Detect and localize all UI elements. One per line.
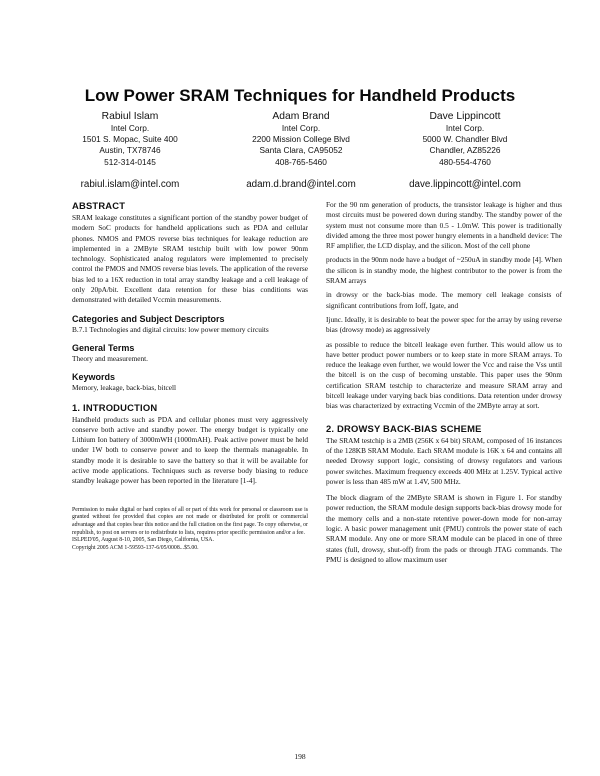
- venue-footnote: ISLPED'05, August 8-10, 2005, San Diego, California, USA.: [72, 537, 214, 544]
- paper-title: Low Power SRAM Techniques for Handheld Products: [84, 86, 516, 105]
- right-column: [326, 200, 562, 565]
- left-column: [72, 200, 308, 553]
- section-2-paragraph: The block diagram of the 2MByte SRAM is shown in Figure 1. For standby power reduction, the SRAM module design supports back-bias drowsy mode for the memory cells and a non-state retentive power-down mode for non-array logic. A basic power management unit (PMU) controls the power state of each SRAM module. Any one or more SRAM module can be placed in one of three states (full, drowsy, shut-off) from the pads or through JTAG commands. The PMU is designed to allow maximum user: [326, 493, 562, 564]
- author-block-1: [30, 111, 230, 190]
- author-name: Adam Brand: [272, 111, 330, 122]
- author-city: Chandler, AZ85226: [429, 145, 501, 156]
- author-email: rabiul.islam@intel.com: [80, 178, 180, 190]
- permission-footnote: Permission to make digital or hard copies of all or part of this work for personal or classroom use is granted without fee provided that copies are not made or distributed for profit or commercial advantage and that copies bear this notice and the full citation on the first page. To copy otherwise, or republish, to post on servers or to redistribute to lists, requires prior specific permission and/or a fee.: [72, 506, 308, 536]
- categories-heading: Categories and Subject Descriptors: [72, 313, 225, 324]
- author-email: dave.lippincott@intel.com: [409, 178, 521, 190]
- abstract-text: SRAM leakage constitutes a significant portion of the standby power budget of modern SoC products for handheld applications such as PDA and cellular phones. NMOS and PMOS reverse bias techniques for leakage reduction are implemented in a 2MByte SRAM testchip built with low power 90nm technology. Sophisticated analog regulators were implemented to precisely control the PMOS and NMOS reverse bias levels. The application of the reverse bias led to a 16X reduction in total array standby leakage and a cell leakage of only 20pA/bit. Excellent data retention for these bias conditions was demonstrated with detailed Vccmin measurements.: [72, 213, 308, 305]
- author-block-3: [365, 111, 565, 190]
- introduction-text: Handheld products such as PDA and cellular phones must very aggressively conserve both active and standby power. The energy budget is typically one Lithium Ion battery of 3000mWH (1000mAH). Peak active power must be held under 1W both to conserve power and to keep the thermals manageable. In standby mode it is desirable to save the battery so that it will be available for active mode applications. Techniques such as reverse body biasing to reduce standby leakage power has been reported in the literature [1-4].: [72, 414, 308, 486]
- body-paragraph: products in the 90nm node have a budget of ~250uA in standby mode [4]. When the silicon is in standby mode, the highest contributor to the power is from the SRAM arrays: [326, 255, 562, 286]
- keywords-text: Memory, leakage, back-bias, bitcell: [72, 383, 177, 393]
- body-paragraph: For the 90 nm generation of products, the transistor leakage is higher and thus most circuits must be powered down during standby. The standby power of the system must not consume more than 0.5 - 1.0mW. This power is traditionally divided among the three most power hungry elements in a handheld device: The RF amplifier, the LCD display, and the silicon. Most of the cell phone: [326, 200, 562, 251]
- body-paragraph: as possible to reduce the bitcell leakage even further. This would allow us to have better product power numbers or to keep state in more SRAM arrays. To reduce the leakage even further, we would lower the Vcc and raise the Vss until the bitcell is on the cusp of becoming unstable. This paper uses the 90nm certification SRAM testchip to characterize and measure SRAM array and bitcell leakage under varying back bias conditions. Data retention under drowsy bias was characterized by extracting Vccmin of the 2MByte array at sort.: [326, 339, 562, 411]
- author-city: Santa Clara, CA95052: [259, 145, 343, 156]
- author-address: 2200 Mission College Blvd: [252, 134, 350, 145]
- body-paragraph: Ijunc. Ideally, it is desirable to beat the power spec for the array by using reverse bias (drowsy mode) as aggressively: [326, 314, 562, 335]
- terms-heading: General Terms: [72, 342, 135, 353]
- author-affiliation: Intel Corp.: [281, 123, 321, 133]
- author-phone: 480-554-4760: [439, 156, 491, 167]
- section-2-heading: 2. DROWSY BACK-BIAS SCHEME: [326, 422, 482, 434]
- author-phone: 408-765-5460: [275, 156, 327, 167]
- author-address: 5000 W. Chandler Blvd: [422, 134, 508, 145]
- body-paragraph: in drowsy or the back-bias mode. The memory cell leakage consists of significant contributions from Ioff, Igate, and: [326, 290, 562, 310]
- author-name: Rabiul Islam: [101, 111, 159, 122]
- categories-text: B.7.1 Technologies and digital circuits: low power memory circuits: [72, 324, 269, 334]
- introduction-heading: 1. INTRODUCTION: [72, 401, 158, 413]
- copyright-footnote: Copyright 2005 ACM 1-59593-137-6/05/0008...$5.00.: [72, 545, 199, 552]
- author-name: Dave Lippincott: [429, 111, 501, 122]
- author-address: 1501 S. Mopac, Suite 400: [82, 134, 178, 145]
- terms-text: Theory and measurement.: [72, 353, 148, 363]
- author-affiliation: Intel Corp.: [445, 123, 485, 133]
- author-city: Austin, TX78746: [99, 145, 161, 156]
- author-affiliation: Intel Corp.: [110, 123, 150, 133]
- abstract-heading: ABSTRACT: [72, 200, 126, 211]
- keywords-heading: Keywords: [72, 372, 116, 383]
- page-number: 198: [294, 752, 306, 761]
- author-phone: 512-314-0145: [104, 156, 156, 167]
- author-email: adam.d.brand@intel.com: [246, 178, 356, 190]
- section-2-paragraph: The SRAM testchip is a 2MB (256K x 64 bit) SRAM, composed of 16 instances of the 128KB SRAM Module. Each SRAM module is 16K x 64 and contains all needed Drowsy support logic, consisting of drowsy regulators and various power switches. Maximum frequency exceeds 400 MHz at 1.25V. Typical active power is less than 485 mW at 1.4V, 500 MHz.: [326, 435, 562, 486]
